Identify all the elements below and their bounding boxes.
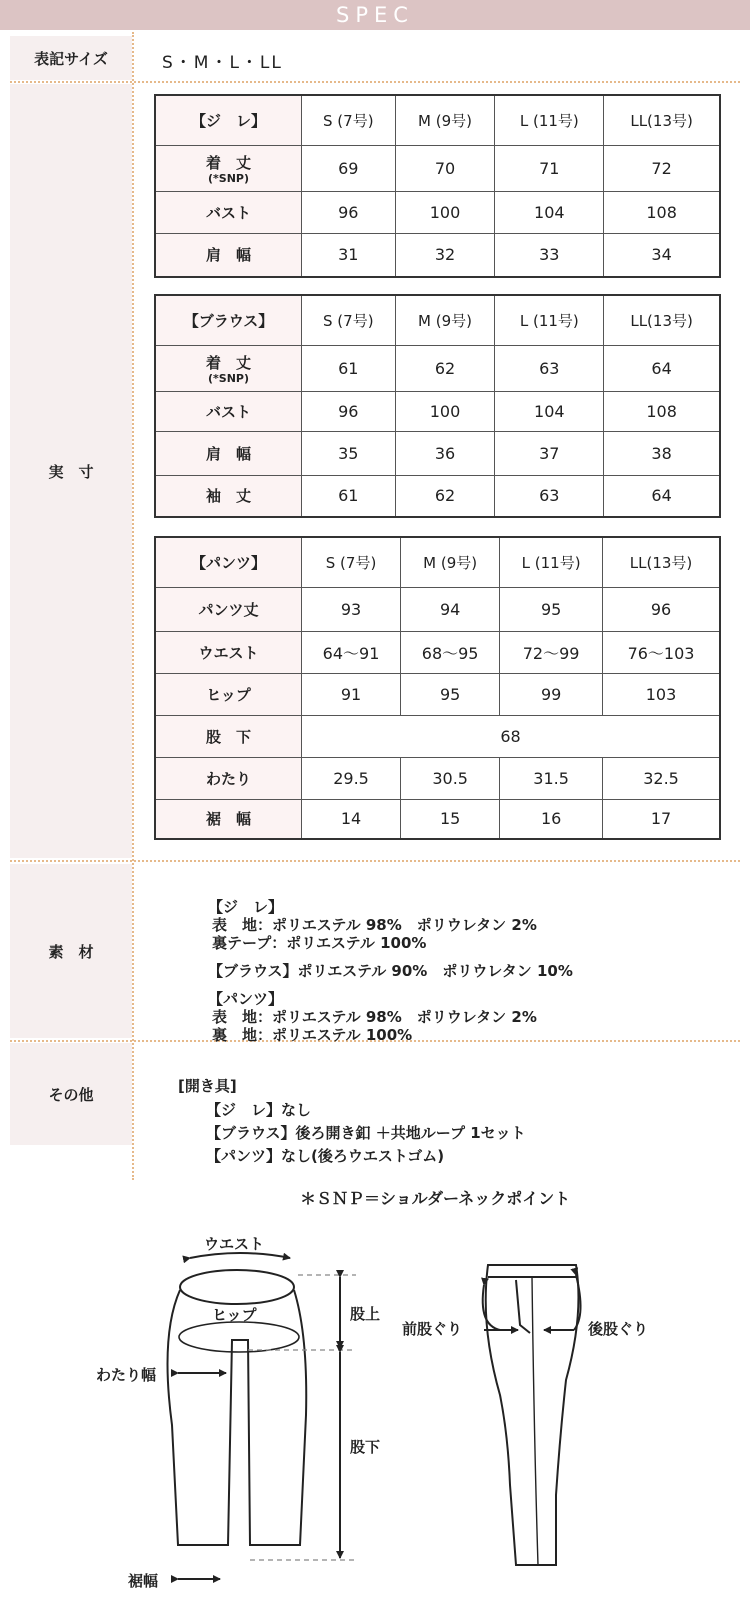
gilet-table [154,94,721,278]
table-row [155,191,720,233]
table-row [155,233,720,277]
row-label: 着 丈 (*SNP) [155,345,302,391]
size-l-header: L (11号) [495,95,604,145]
table-cell: 91 [302,673,401,715]
size-m-header: M (9号) [395,95,495,145]
other-label: その他 [10,1043,132,1145]
table-cell: 14 [302,799,401,839]
row-label: 肩 幅 [155,431,302,475]
spec-header: SPEC [0,0,750,30]
material-pants-line1: 表 地：ポリエステル 98% ポリウレタン 2% [212,1008,537,1026]
table-row [155,673,720,715]
merged-cell: 68 [302,715,721,757]
table-cell: 108 [604,191,720,233]
pants-diagram [0,1205,750,1600]
size-label: 表記サイズ [10,36,132,80]
row-label: わたり [155,757,302,799]
table-cell: 100 [395,191,495,233]
table-cell: 34 [604,233,720,277]
material-gilet-line1: 表 地：ポリエステル 98% ポリウレタン 2% [212,916,537,934]
table-cell: 32.5 [603,757,720,799]
size-l-header: L (11号) [500,537,603,587]
other-title: [開き具] [178,1077,237,1095]
material-blouse: 【ブラウス】ポリエステル 90% ポリウレタン 10% [208,962,573,980]
table-row [155,715,720,757]
snp-note: ＊ＳＮＰ＝ショルダーネックポイント [300,1189,571,1208]
table-cell: 32 [395,233,495,277]
material-pants-line2: 裏 地：ポリエステル 100% [212,1026,413,1044]
table-row [155,431,720,475]
table-cell: 96 [302,191,396,233]
table-header-row [155,537,720,587]
rise-label: 股上 [350,1305,381,1323]
table-cell: 103 [603,673,720,715]
table-cell: 16 [500,799,603,839]
back-rise-label: 後股ぐり [588,1320,649,1338]
inseam-label: 股下 [350,1438,381,1456]
table-row [155,475,720,517]
table-row [155,757,720,799]
row-label: バスト [155,391,302,431]
table-cell: 72 [604,145,720,191]
table-cell: 71 [495,145,604,191]
table-cell: 95 [401,673,500,715]
table-cell: 17 [603,799,720,839]
table-cell: 64 [604,345,720,391]
table-cell: 96 [302,391,396,431]
hem-label: 裾幅 [128,1572,159,1590]
other-pants: 【パンツ】なし(後ろウエストゴム) [206,1147,445,1165]
table-cell: 38 [604,431,720,475]
table-cell: 15 [401,799,500,839]
table-row [155,391,720,431]
pants-header: 【パンツ】 [155,537,302,587]
table-cell: 35 [302,431,396,475]
size-m-header: M (9号) [395,295,495,345]
table-cell: 93 [302,587,401,631]
pants-table [154,536,721,840]
row-label: 裾 幅 [155,799,302,839]
table-header-row [155,295,720,345]
size-ll-header: LL(13号) [604,295,720,345]
table-cell: 37 [495,431,604,475]
table-cell: 70 [395,145,495,191]
row-label: 股 下 [155,715,302,757]
table-cell: 95 [500,587,603,631]
row-label: 袖 丈 [155,475,302,517]
table-cell: 94 [401,587,500,631]
table-cell: 72〜99 [500,631,603,673]
row-label: ヒップ [155,673,302,715]
row-label: パンツ丈 [155,587,302,631]
material-gilet [208,898,537,952]
table-row [155,145,720,191]
table-cell: 100 [395,391,495,431]
blouse-header: 【ブラウス】 [155,295,302,345]
table-cell: 76〜103 [603,631,720,673]
row-label: 着 丈 (*SNP) [155,145,302,191]
table-cell: 30.5 [401,757,500,799]
size-s-header: S (7号) [302,537,401,587]
size-s-header: S (7号) [302,295,396,345]
table-cell: 108 [604,391,720,431]
table-cell: 62 [395,345,495,391]
row-label: バスト [155,191,302,233]
table-cell: 61 [302,475,396,517]
table-cell: 99 [500,673,603,715]
table-cell: 63 [495,345,604,391]
divider-2 [10,860,740,862]
material-pants-title: 【パンツ】 [208,990,284,1008]
material-gilet-line2: 裏テープ：ポリエステル 100% [212,934,427,952]
gilet-header: 【ジ レ】 [155,95,302,145]
table-row [155,631,720,673]
vertical-divider [132,32,134,1180]
thigh-label: わたり幅 [96,1366,157,1384]
table-cell: 104 [495,191,604,233]
waist-label: ウエスト [204,1235,265,1253]
table-cell: 64 [604,475,720,517]
table-cell: 61 [302,345,396,391]
table-cell: 69 [302,145,396,191]
blouse-table [154,294,721,518]
size-s-header: S (7号) [302,95,396,145]
table-cell: 68〜95 [401,631,500,673]
row-label: 肩 幅 [155,233,302,277]
table-header-row [155,95,720,145]
size-value: S・M・L・LL [162,53,283,73]
table-cell: 31.5 [500,757,603,799]
size-l-header: L (11号) [495,295,604,345]
other-gilet: 【ジ レ】なし [206,1101,312,1119]
table-row [155,345,720,391]
table-cell: 104 [495,391,604,431]
material-label: 素 材 [10,864,132,1038]
material-gilet-title: 【ジ レ】 [208,898,284,916]
size-m-header: M (9号) [401,537,500,587]
table-cell: 63 [495,475,604,517]
table-cell: 96 [603,587,720,631]
size-ll-header: LL(13号) [604,95,720,145]
other-blouse: 【ブラウス】後ろ開き釦 ＋共地ループ 1セット [206,1124,526,1142]
table-row [155,587,720,631]
table-cell: 33 [495,233,604,277]
table-row [155,799,720,839]
table-cell: 31 [302,233,396,277]
table-cell: 62 [395,475,495,517]
material-pants [208,990,537,1044]
table-cell: 29.5 [302,757,401,799]
hip-label: ヒップ [212,1306,257,1324]
row-label: ウエスト [155,631,302,673]
size-ll-header: LL(13号) [603,537,720,587]
actual-size-label: 実 寸 [10,84,132,858]
divider-1 [10,81,740,83]
table-cell: 36 [395,431,495,475]
front-rise-label: 前股ぐり [402,1320,463,1338]
side-pants-outline [486,1265,579,1565]
table-cell: 64〜91 [302,631,401,673]
